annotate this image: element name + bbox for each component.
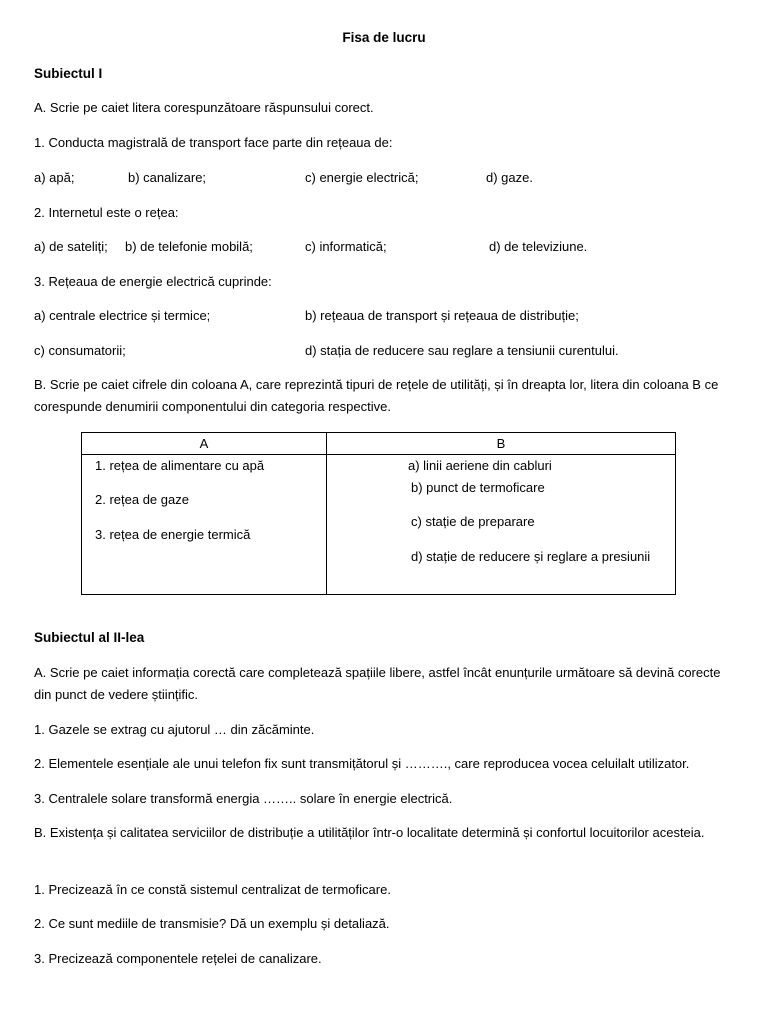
page-title: Fisa de lucru (342, 30, 426, 45)
question-1-option-c: c) energie electrică; (305, 170, 419, 185)
question-1-option-a: a) apă; (34, 170, 75, 185)
subject-1-part-b-instruction: B. Scrie pe caiet cifrele din coloana A, care reprezintă tipuri de rețele de utilități, și în dreapta lor, litera din coloana B ce corespunde denumirii componentului din categoria respective. (34, 377, 719, 414)
column-b-header: B (327, 433, 676, 455)
subject-2-a-item-2: 2. Elementele esențiale ale unui telefon fix sunt transmițătorul și ………., care reproducea vocea celuilalt utilizator. (34, 756, 690, 771)
subject-2-part-b-instruction: B. Existența și calitatea serviciilor de distribuție a utilităților într-o localitate determină și confortul locuitorilor acesteia. (34, 825, 705, 840)
question-3-text: 3. Rețeaua de energie electrică cuprinde: (34, 274, 272, 289)
column-b-item: b) punct de termoficare (411, 480, 545, 495)
question-2-option-c: c) informatică; (305, 239, 387, 254)
subject-2-part-a-instruction: A. Scrie pe caiet informația corectă care completează spațiile libere, astfel încât enunțurile următoare să devină corecte din punct de vedere științific. (34, 665, 721, 702)
subject-1-part-a-instruction: A. Scrie pe caiet litera corespunzătoare răspunsului corect. (34, 100, 374, 115)
question-2-option-b: b) de telefonie mobilă; (125, 239, 253, 254)
column-a-cell (82, 455, 327, 595)
question-2-option-d: d) de televiziune. (489, 239, 588, 254)
column-b-cell (327, 455, 676, 595)
column-a-item: 2. rețea de gaze (95, 492, 189, 507)
column-b-item: d) stație de reducere și reglare a presiunii (411, 549, 651, 564)
column-a-item: 1. rețea de alimentare cu apă (95, 458, 265, 473)
question-1-option-b: b) canalizare; (128, 170, 207, 185)
column-a-header: A (82, 433, 327, 455)
column-b-item: c) stație de preparare (411, 514, 535, 529)
subject-2-heading: Subiectul al II-lea (34, 630, 145, 645)
subject-2-b-item-3: 3. Precizează componentele rețelei de canalizare. (34, 951, 322, 966)
question-1-text: 1. Conducta magistrală de transport face parte din rețeaua de: (34, 135, 393, 150)
column-b-item: a) linii aeriene din cabluri (408, 458, 552, 473)
subject-2-a-item-1: 1. Gazele se extrag cu ajutorul … din zăcăminte. (34, 722, 315, 737)
question-1-option-d: d) gaze. (486, 170, 533, 185)
subject-1-heading: Subiectul I (34, 66, 103, 81)
subject-2-b-item-2: 2. Ce sunt mediile de transmisie? Dă un exemplu și detaliază. (34, 916, 390, 931)
matching-table (81, 432, 676, 595)
question-2-option-a: a) de sateliți; (34, 239, 108, 254)
subject-2-a-item-3: 3. Centralele solare transformă energia …….. solare în energie electrică. (34, 791, 453, 806)
subject-2-b-item-1: 1. Precizează în ce constă sistemul centralizat de termoficare. (34, 882, 391, 897)
column-a-item: 3. rețea de energie termică (95, 527, 251, 542)
question-3-option-b: b) rețeaua de transport și rețeaua de distribuție; (305, 308, 579, 323)
question-3-option-d: d) stația de reducere sau reglare a tensiunii curentului. (305, 343, 619, 358)
question-3-option-c: c) consumatorii; (34, 343, 126, 358)
question-2-text: 2. Internetul este o rețea: (34, 205, 179, 220)
question-3-option-a: a) centrale electrice și termice; (34, 308, 211, 323)
